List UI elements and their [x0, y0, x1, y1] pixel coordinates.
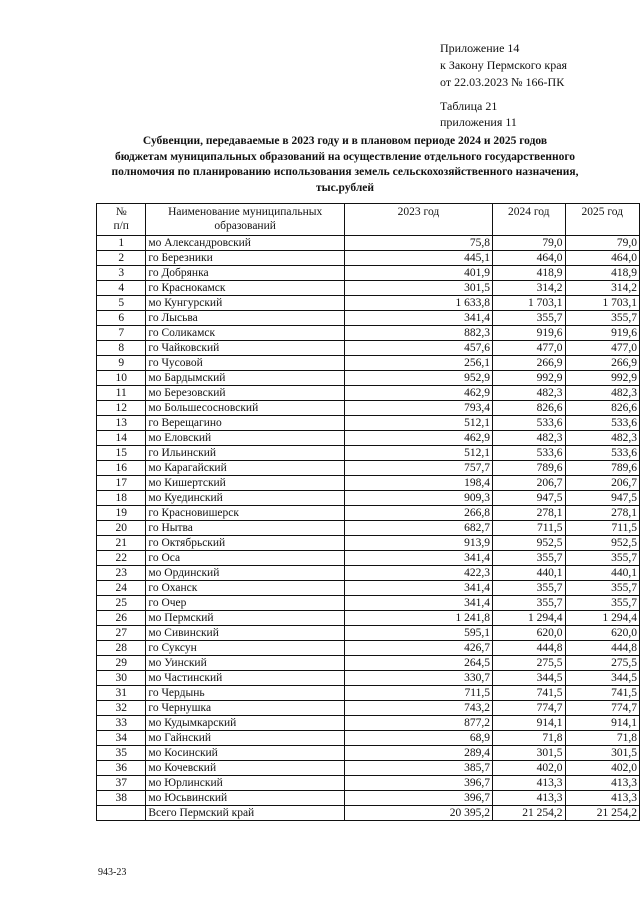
row-value-2025: 826,6 — [565, 401, 640, 416]
row-num: 14 — [97, 431, 146, 446]
row-name: мо Кишертский — [146, 476, 344, 491]
table-row — [97, 611, 640, 626]
row-value-2023: 595,1 — [344, 626, 492, 641]
row-value-2025: 533,6 — [565, 446, 640, 461]
row-num: 29 — [97, 656, 146, 671]
table-row — [97, 281, 640, 296]
table-row — [97, 476, 640, 491]
header-2025: 2025 год — [565, 204, 640, 236]
row-num: 37 — [97, 776, 146, 791]
row-value-2024: 413,3 — [493, 776, 566, 791]
table-row — [97, 431, 640, 446]
row-value-2025: 413,3 — [565, 776, 640, 791]
row-name: го Соликамск — [146, 326, 344, 341]
row-name: мо Куединский — [146, 491, 344, 506]
row-num: 25 — [97, 596, 146, 611]
table-row — [97, 446, 640, 461]
row-name: го Оханск — [146, 581, 344, 596]
row-value-2025: 275,5 — [565, 656, 640, 671]
table-row — [97, 386, 640, 401]
row-value-2025: 1 703,1 — [565, 296, 640, 311]
row-value-2025: 413,3 — [565, 791, 640, 806]
row-value-2024: 952,5 — [493, 536, 566, 551]
row-value-2023: 462,9 — [344, 431, 492, 446]
document-code: 943-23 — [98, 867, 127, 878]
row-value-2025: 919,6 — [565, 326, 640, 341]
row-value-2024: 344,5 — [493, 671, 566, 686]
row-value-2025: 79,0 — [565, 236, 640, 251]
table-row — [97, 491, 640, 506]
table-row — [97, 356, 640, 371]
row-num: 34 — [97, 731, 146, 746]
row-value-2023: 882,3 — [344, 326, 492, 341]
row-value-2024: 533,6 — [493, 446, 566, 461]
row-num: 8 — [97, 341, 146, 356]
row-value-2023: 385,7 — [344, 761, 492, 776]
row-value-2024: 947,5 — [493, 491, 566, 506]
title-line-4: тыс.рублей — [315, 181, 375, 194]
row-num: 2 — [97, 251, 146, 266]
row-num: 6 — [97, 311, 146, 326]
table-row — [97, 266, 640, 281]
row-num: 28 — [97, 641, 146, 656]
row-value-2025: 71,8 — [565, 731, 640, 746]
table-row — [97, 671, 640, 686]
row-value-2024: 919,6 — [493, 326, 566, 341]
header-name: Наименование муниципальных образований — [146, 204, 344, 236]
row-value-2023: 68,9 — [344, 731, 492, 746]
row-value-2024: 206,7 — [493, 476, 566, 491]
row-num: 36 — [97, 761, 146, 776]
table-reference — [440, 98, 517, 130]
row-value-2024: 275,5 — [493, 656, 566, 671]
row-num: 17 — [97, 476, 146, 491]
row-value-2023: 512,1 — [344, 416, 492, 431]
row-value-2023: 396,7 — [344, 791, 492, 806]
row-value-2025: 206,7 — [565, 476, 640, 491]
row-value-2024: 418,9 — [493, 266, 566, 281]
row-name: го Нытва — [146, 521, 344, 536]
document-title — [80, 134, 610, 196]
row-num: 7 — [97, 326, 146, 341]
row-name: го Березники — [146, 251, 344, 266]
row-value-2025: 355,7 — [565, 551, 640, 566]
row-name: го Суксун — [146, 641, 344, 656]
row-value-2023: 401,9 — [344, 266, 492, 281]
row-num: 9 — [97, 356, 146, 371]
row-name: мо Косинский — [146, 746, 344, 761]
row-value-2023: 198,4 — [344, 476, 492, 491]
row-value-2023: 793,4 — [344, 401, 492, 416]
table-row — [97, 296, 640, 311]
table-row — [97, 401, 640, 416]
row-name: го Красновишерск — [146, 506, 344, 521]
row-value-2023: 711,5 — [344, 686, 492, 701]
row-value-2023: 913,9 — [344, 536, 492, 551]
table-row — [97, 416, 640, 431]
row-num: 3 — [97, 266, 146, 281]
table-ref-line-2: приложения 11 — [440, 115, 517, 129]
subsidies-table — [96, 203, 640, 821]
total-value: 20 395,2 — [344, 806, 492, 821]
total-value: 21 254,2 — [493, 806, 566, 821]
row-value-2023: 341,4 — [344, 551, 492, 566]
row-value-2024: 992,9 — [493, 371, 566, 386]
row-value-2025: 278,1 — [565, 506, 640, 521]
row-value-2023: 264,5 — [344, 656, 492, 671]
row-num: 22 — [97, 551, 146, 566]
row-value-2024: 278,1 — [493, 506, 566, 521]
table-row — [97, 596, 640, 611]
appendix-line-3: от 22.03.2023 № 166-ПК — [440, 75, 565, 89]
row-num: 38 — [97, 791, 146, 806]
total-num — [97, 806, 146, 821]
row-value-2024: 355,7 — [493, 596, 566, 611]
row-value-2024: 464,0 — [493, 251, 566, 266]
row-name: го Оса — [146, 551, 344, 566]
row-name: го Верещагино — [146, 416, 344, 431]
total-label: Всего Пермский край — [146, 806, 344, 821]
row-name: мо Кунгурский — [146, 296, 344, 311]
row-value-2023: 341,4 — [344, 581, 492, 596]
row-name: го Добрянка — [146, 266, 344, 281]
row-value-2024: 482,3 — [493, 386, 566, 401]
row-num: 20 — [97, 521, 146, 536]
row-value-2025: 992,9 — [565, 371, 640, 386]
row-value-2024: 741,5 — [493, 686, 566, 701]
row-value-2023: 330,7 — [344, 671, 492, 686]
row-value-2023: 341,4 — [344, 596, 492, 611]
row-name: го Лысьва — [146, 311, 344, 326]
row-value-2025: 789,6 — [565, 461, 640, 476]
row-name: мо Александровский — [146, 236, 344, 251]
table-total-row — [97, 806, 640, 821]
row-value-2023: 289,4 — [344, 746, 492, 761]
row-name: мо Кудымкарский — [146, 716, 344, 731]
row-name: го Чердынь — [146, 686, 344, 701]
row-name: го Чернушка — [146, 701, 344, 716]
table-row — [97, 656, 640, 671]
row-value-2023: 341,4 — [344, 311, 492, 326]
row-num: 15 — [97, 446, 146, 461]
row-value-2023: 1 241,8 — [344, 611, 492, 626]
row-num: 13 — [97, 416, 146, 431]
row-value-2025: 402,0 — [565, 761, 640, 776]
table-row — [97, 791, 640, 806]
table-row — [97, 551, 640, 566]
row-value-2023: 266,8 — [344, 506, 492, 521]
row-name: мо Пермский — [146, 611, 344, 626]
table-row — [97, 326, 640, 341]
table-row — [97, 371, 640, 386]
row-value-2025: 774,7 — [565, 701, 640, 716]
row-value-2024: 482,3 — [493, 431, 566, 446]
row-value-2023: 422,3 — [344, 566, 492, 581]
table-row — [97, 506, 640, 521]
row-name: го Чусовой — [146, 356, 344, 371]
row-value-2024: 355,7 — [493, 311, 566, 326]
row-value-2024: 314,2 — [493, 281, 566, 296]
row-name: го Чайковский — [146, 341, 344, 356]
table-ref-line-1: Таблица 21 — [440, 99, 498, 113]
row-value-2023: 1 633,8 — [344, 296, 492, 311]
table-row — [97, 776, 640, 791]
table-row — [97, 716, 640, 731]
row-value-2024: 477,0 — [493, 341, 566, 356]
row-name: мо Большесосновский — [146, 401, 344, 416]
row-num: 12 — [97, 401, 146, 416]
row-value-2024: 402,0 — [493, 761, 566, 776]
row-value-2025: 914,1 — [565, 716, 640, 731]
row-value-2023: 909,3 — [344, 491, 492, 506]
row-value-2023: 256,1 — [344, 356, 492, 371]
row-name: мо Еловский — [146, 431, 344, 446]
row-value-2023: 457,6 — [344, 341, 492, 356]
row-value-2025: 444,8 — [565, 641, 640, 656]
row-value-2024: 826,6 — [493, 401, 566, 416]
row-value-2024: 79,0 — [493, 236, 566, 251]
row-num: 31 — [97, 686, 146, 701]
row-num: 16 — [97, 461, 146, 476]
row-value-2025: 1 294,4 — [565, 611, 640, 626]
table-row — [97, 311, 640, 326]
table-row — [97, 521, 640, 536]
row-num: 27 — [97, 626, 146, 641]
row-value-2024: 355,7 — [493, 551, 566, 566]
table-row — [97, 536, 640, 551]
row-value-2025: 314,2 — [565, 281, 640, 296]
table-row — [97, 746, 640, 761]
row-num: 21 — [97, 536, 146, 551]
row-value-2024: 1 703,1 — [493, 296, 566, 311]
row-value-2025: 355,7 — [565, 311, 640, 326]
row-num: 26 — [97, 611, 146, 626]
row-name: го Краснокамск — [146, 281, 344, 296]
row-name: го Ильинский — [146, 446, 344, 461]
row-value-2024: 266,9 — [493, 356, 566, 371]
row-value-2025: 477,0 — [565, 341, 640, 356]
row-value-2025: 440,1 — [565, 566, 640, 581]
row-name: мо Ординский — [146, 566, 344, 581]
row-name: мо Березовский — [146, 386, 344, 401]
table-row — [97, 686, 640, 701]
row-name: го Октябрьский — [146, 536, 344, 551]
row-value-2023: 396,7 — [344, 776, 492, 791]
header-num: № п/п — [97, 204, 146, 236]
row-value-2023: 682,7 — [344, 521, 492, 536]
row-value-2023: 512,1 — [344, 446, 492, 461]
row-num: 23 — [97, 566, 146, 581]
appendix-block — [440, 40, 567, 91]
row-name: мо Юрлинский — [146, 776, 344, 791]
row-value-2024: 774,7 — [493, 701, 566, 716]
row-num: 33 — [97, 716, 146, 731]
row-value-2025: 482,3 — [565, 431, 640, 446]
row-num: 10 — [97, 371, 146, 386]
row-value-2024: 355,7 — [493, 581, 566, 596]
row-value-2023: 743,2 — [344, 701, 492, 716]
table-row — [97, 731, 640, 746]
row-num: 32 — [97, 701, 146, 716]
appendix-line-2: к Закону Пермского края — [440, 58, 568, 72]
table-row — [97, 461, 640, 476]
row-value-2023: 877,2 — [344, 716, 492, 731]
table-row — [97, 626, 640, 641]
row-value-2023: 301,5 — [344, 281, 492, 296]
row-name: мо Карагайский — [146, 461, 344, 476]
row-num: 30 — [97, 671, 146, 686]
row-value-2024: 620,0 — [493, 626, 566, 641]
row-value-2025: 464,0 — [565, 251, 640, 266]
row-num: 19 — [97, 506, 146, 521]
table-row — [97, 341, 640, 356]
header-2023: 2023 год — [344, 204, 492, 236]
row-value-2024: 444,8 — [493, 641, 566, 656]
row-num: 1 — [97, 236, 146, 251]
appendix-line-1: Приложение 14 — [440, 41, 520, 55]
table-row — [97, 566, 640, 581]
row-value-2025: 355,7 — [565, 596, 640, 611]
row-num: 11 — [97, 386, 146, 401]
row-value-2025: 952,5 — [565, 536, 640, 551]
table-row — [97, 581, 640, 596]
row-name: мо Частинский — [146, 671, 344, 686]
row-name: мо Сивинский — [146, 626, 344, 641]
row-value-2025: 266,9 — [565, 356, 640, 371]
row-value-2023: 426,7 — [344, 641, 492, 656]
row-value-2024: 533,6 — [493, 416, 566, 431]
row-value-2025: 533,6 — [565, 416, 640, 431]
table-row — [97, 236, 640, 251]
row-value-2024: 1 294,4 — [493, 611, 566, 626]
row-num: 5 — [97, 296, 146, 311]
table-header-row — [97, 204, 640, 236]
row-num: 4 — [97, 281, 146, 296]
row-value-2023: 75,8 — [344, 236, 492, 251]
row-value-2024: 789,6 — [493, 461, 566, 476]
row-value-2024: 711,5 — [493, 521, 566, 536]
row-name: мо Уинский — [146, 656, 344, 671]
row-num: 35 — [97, 746, 146, 761]
row-name: го Очер — [146, 596, 344, 611]
row-value-2023: 462,9 — [344, 386, 492, 401]
row-value-2023: 952,9 — [344, 371, 492, 386]
row-num: 18 — [97, 491, 146, 506]
table-row — [97, 641, 640, 656]
row-value-2025: 355,7 — [565, 581, 640, 596]
row-value-2023: 757,7 — [344, 461, 492, 476]
row-value-2024: 440,1 — [493, 566, 566, 581]
row-value-2023: 445,1 — [344, 251, 492, 266]
row-value-2025: 301,5 — [565, 746, 640, 761]
title-line-1: Субвенции, передаваемые в 2023 году и в плановом периоде 2024 и 2025 годов — [142, 135, 548, 147]
total-value: 21 254,2 — [565, 806, 640, 821]
title-line-3: полномочия по планированию использования земель сельскохозяйственного назначения, — [111, 166, 579, 178]
row-value-2025: 418,9 — [565, 266, 640, 281]
row-value-2024: 914,1 — [493, 716, 566, 731]
row-value-2025: 482,3 — [565, 386, 640, 401]
row-value-2025: 620,0 — [565, 626, 640, 641]
row-value-2025: 947,5 — [565, 491, 640, 506]
table-row — [97, 701, 640, 716]
row-name: мо Бардымский — [146, 371, 344, 386]
row-value-2024: 413,3 — [493, 791, 566, 806]
row-value-2024: 301,5 — [493, 746, 566, 761]
header-2024: 2024 год — [493, 204, 566, 236]
row-value-2025: 711,5 — [565, 521, 640, 536]
row-name: мо Кочевский — [146, 761, 344, 776]
title-line-2: бюджетам муниципальных образований на осуществление отдельного государственного — [114, 150, 576, 163]
table-row — [97, 251, 640, 266]
row-value-2025: 741,5 — [565, 686, 640, 701]
row-num: 24 — [97, 581, 146, 596]
row-value-2024: 71,8 — [493, 731, 566, 746]
row-name: мо Юсьвинский — [146, 791, 344, 806]
row-value-2025: 344,5 — [565, 671, 640, 686]
table-row — [97, 761, 640, 776]
row-name: мо Гайнский — [146, 731, 344, 746]
